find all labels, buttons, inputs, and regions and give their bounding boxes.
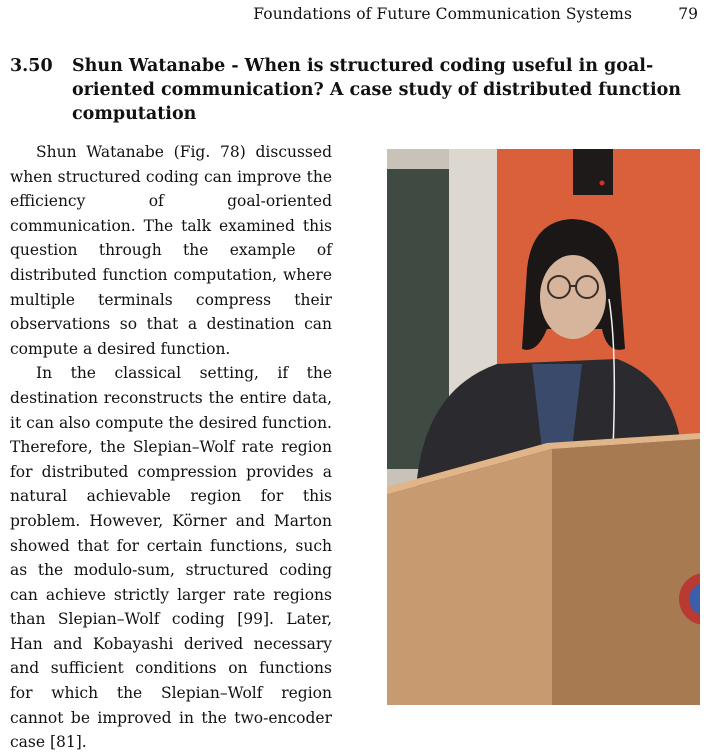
page-number: 79 xyxy=(678,5,698,23)
photo-podium-side xyxy=(552,439,700,705)
running-title: Foundations of Future Communication Systems xyxy=(253,5,632,23)
photo-speaker-box xyxy=(573,149,613,195)
body-text xyxy=(10,140,332,755)
section-number: 3.50 xyxy=(10,56,53,76)
section-title: Shun Watanabe - When is structured coding useful in goal-oriented communication? A case study of distributed function computation xyxy=(72,56,682,124)
photo-face xyxy=(540,255,606,339)
running-header xyxy=(0,2,706,26)
paragraph: Shun Watanabe (Fig. 78) discussed when structured coding can improve the efficiency of goal-oriented communication. The talk examined this question through the example of distributed function computation, where multiple terminals compress their observations so that a destination can compute a desired function. xyxy=(10,143,332,358)
photo-speaker-led xyxy=(600,181,605,186)
paragraph: In the classical setting, if the destination reconstructs the entire data, it can also compute the desired function. Therefore, the Slepian–Wolf rate region for distributed compression provides a natural achievable region for this problem. However, Körner and Marton showed that for certain functions, such as the modulo-sum, structured coding can achieve strictly larger rate regions than Slepian–Wolf coding [99]. Later, Han and Kobayashi derived necessary and sufficient conditions on functions for which the Slepian–Wolf region cannot be improved in the two-encoder case [81]. xyxy=(10,364,332,752)
speaker-photo xyxy=(387,149,700,705)
photo-podium-front xyxy=(387,449,552,705)
